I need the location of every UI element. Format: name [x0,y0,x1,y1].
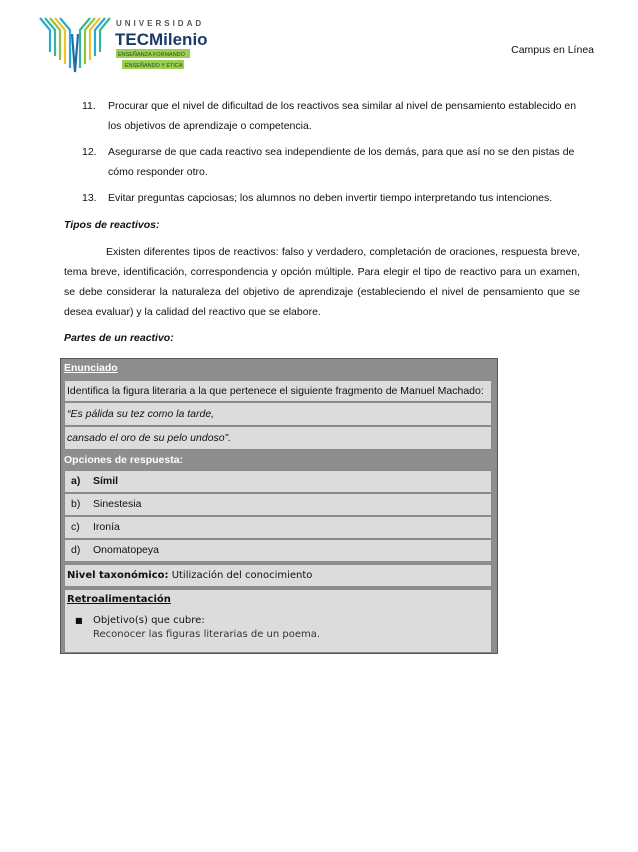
retro-label: Retroalimentación [67,594,171,605]
tipos-heading: Tipos de reactivos: [64,219,160,231]
objetivo-item [67,614,491,642]
option-b [64,493,492,516]
list-number: 13. [82,192,97,204]
svg-text:ENSEÑANDO Y ÉTICA: ENSEÑANDO Y ÉTICA [125,63,183,69]
page-header [0,0,638,80]
option-d [64,539,492,562]
list-item [82,142,582,182]
tipos-paragraph [64,242,580,322]
objetivo-label: Objetivo(s) que cubre: [93,615,205,626]
list-item [82,96,582,136]
option-text: Sinestesia [93,498,142,510]
opciones-label: Opciones de respuesta: [64,454,184,466]
partes-heading: Partes de un reactivo: [64,332,174,344]
option-letter: a) [71,475,81,487]
tecmilenio-logo [36,12,208,80]
list-number: 11. [82,100,96,112]
nivel-row [64,564,492,587]
option-letter: c) [71,521,80,533]
nivel-label: Nivel taxonómico: [67,570,169,581]
svg-text:UNIVERSIDAD: UNIVERSIDAD [116,19,205,28]
option-text: Símil [93,475,119,487]
square-bullet-icon: ■ [75,616,83,625]
recommendations-list [82,96,582,214]
enunciado-text: Identifica la figura literaria a la que pertenece el siguiente fragmento de Manuel Machado: [64,380,492,402]
svg-text:TECMilenio: TECMilenio [115,30,208,49]
list-text: Procurar que el nivel de dificultad de los reactivos sea similar al nivel de pensamiento establecido en los objetivos de aprendizaje o competencia. [108,100,577,132]
list-text: Evitar preguntas capciosas; los alumnos no deben invertir tiempo interpretando tus intenciones. [108,192,553,204]
objetivo-text: Reconocer las figuras literarias de un poema. [93,629,321,640]
option-letter: d) [71,544,81,556]
list-number: 12. [82,146,97,158]
tipos-paragraph-text: Existen diferentes tipos de reactivos: falso y verdadero, completación de oraciones, respuesta breve, tema breve, identificación, correspondencia y opción múltiple. Para elegir el tipo de reactivo para un examen, se debe considerar la naturaleza del objetivo de aprendizaje (estableciendo el nivel de pensamiento que se desea evaluar) y la calidad del reactivo que se elabore. [64,246,580,318]
nivel-value: Utilización del conocimiento [171,570,313,581]
list-text: Asegurarse de que cada reactivo sea independiente de los demás, para que así no se den pistas de cómo responder otro. [108,146,575,178]
option-c [64,516,492,539]
option-text: Onomatopeya [93,544,159,556]
option-letter: b) [71,498,81,510]
quote-line-1: “Es pálida su tez como la tarde, [64,402,492,426]
retro-row [64,589,492,653]
option-text: Ironía [93,521,120,533]
svg-text:ENSEÑANZA FORMANDO: ENSEÑANZA FORMANDO [118,52,185,58]
reactivo-table [60,358,498,654]
enunciado-label: Enunciado [64,362,118,374]
campus-label: Campus en Línea [511,44,594,56]
list-item [82,188,582,208]
quote-line-2: cansado el oro de su pelo undoso”. [64,426,492,450]
option-a [64,470,492,493]
